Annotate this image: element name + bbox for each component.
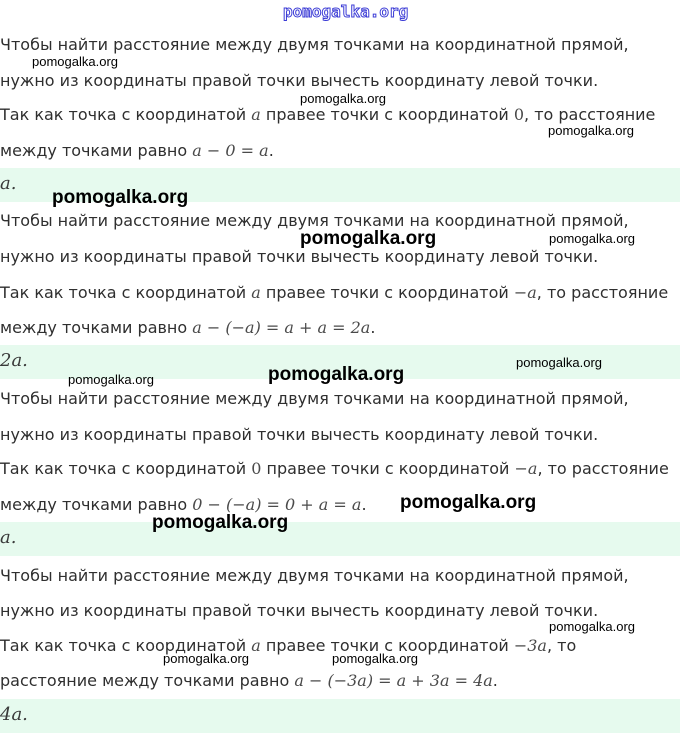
watermark-label: pomogalka.org [300,91,386,106]
watermark-label: pomogalka.org [516,355,602,370]
solution-text-line: нужно из координаты правой точки вычесть координату левой точки. [0,425,599,444]
solution-text-line: между точками равно 0 − (−a) = 0 + a = a. [0,495,367,514]
solution-text-line: нужно из координаты правой точки вычесть координату левой точки. [0,601,599,620]
solution-text-line: между точками равно a − 0 = a. [0,141,274,160]
solution-text-line: нужно из координаты правой точки вычесть координату левой точки. [0,71,599,90]
answer-text: a. [0,173,17,194]
watermark-label: pomogalka.org [32,54,118,69]
watermark-label: pomogalka.org [152,512,289,533]
watermark-label: pomogalka.org [68,372,154,387]
watermark-label: pomogalka.org [268,364,405,385]
watermark-label: pomogalka.org [163,651,249,666]
answer-box [0,699,680,733]
watermark-label: pomogalka.org [332,651,418,666]
watermark-label: pomogalka.org [548,123,634,138]
watermark-label: pomogalka.org [549,619,635,634]
math-expression: a − (−3a) = a + 3a = 4a [294,671,493,690]
header-watermark: pomogalka.org [283,2,409,21]
solution-text-line: Так как точка с координатой a правее точки с координатой −a, то расстояние [0,283,669,302]
answer-text: 4a. [0,704,28,725]
solution-text-line: расстояние между точками равно a − (−3a) = a + 3a = 4a. [0,671,498,690]
solution-text-line: Так как точка с координатой a правее точки с координатой 0, то расстояние [0,105,656,124]
answer-text: 2a. [0,350,28,371]
solution-text-line: Так как точка с координатой 0 правее точки с координатой −a, то расстояние [0,459,669,478]
math-expression: 0 − (−a) = 0 + a = a [192,495,362,514]
solution-text-line: Так как точка с координатой a правее точки с координатой −3a, то [0,636,577,655]
math-expression: a − (−a) = a + a = 2a [192,318,371,337]
watermark-label: pomogalka.org [549,231,635,246]
solution-text-line: между точками равно a − (−a) = a + a = 2a. [0,318,376,337]
watermark-label: pomogalka.org [52,187,189,208]
solution-text-line: Чтобы найти расстояние между двумя точками на координатной прямой, [0,211,629,230]
math-expression: a − 0 = a [192,141,269,160]
answer-box [0,522,680,556]
solution-text-line: нужно из координаты правой точки вычесть координату левой точки. [0,247,599,266]
solution-text-line: Чтобы найти расстояние между двумя точками на координатной прямой, [0,389,629,408]
solution-text-line: Чтобы найти расстояние между двумя точками на координатной прямой, [0,35,629,54]
answer-text: a. [0,527,17,548]
watermark-label: pomogalka.org [300,228,437,249]
solution-text-line: Чтобы найти расстояние между двумя точками на координатной прямой, [0,566,629,585]
watermark-label: pomogalka.org [400,492,537,513]
